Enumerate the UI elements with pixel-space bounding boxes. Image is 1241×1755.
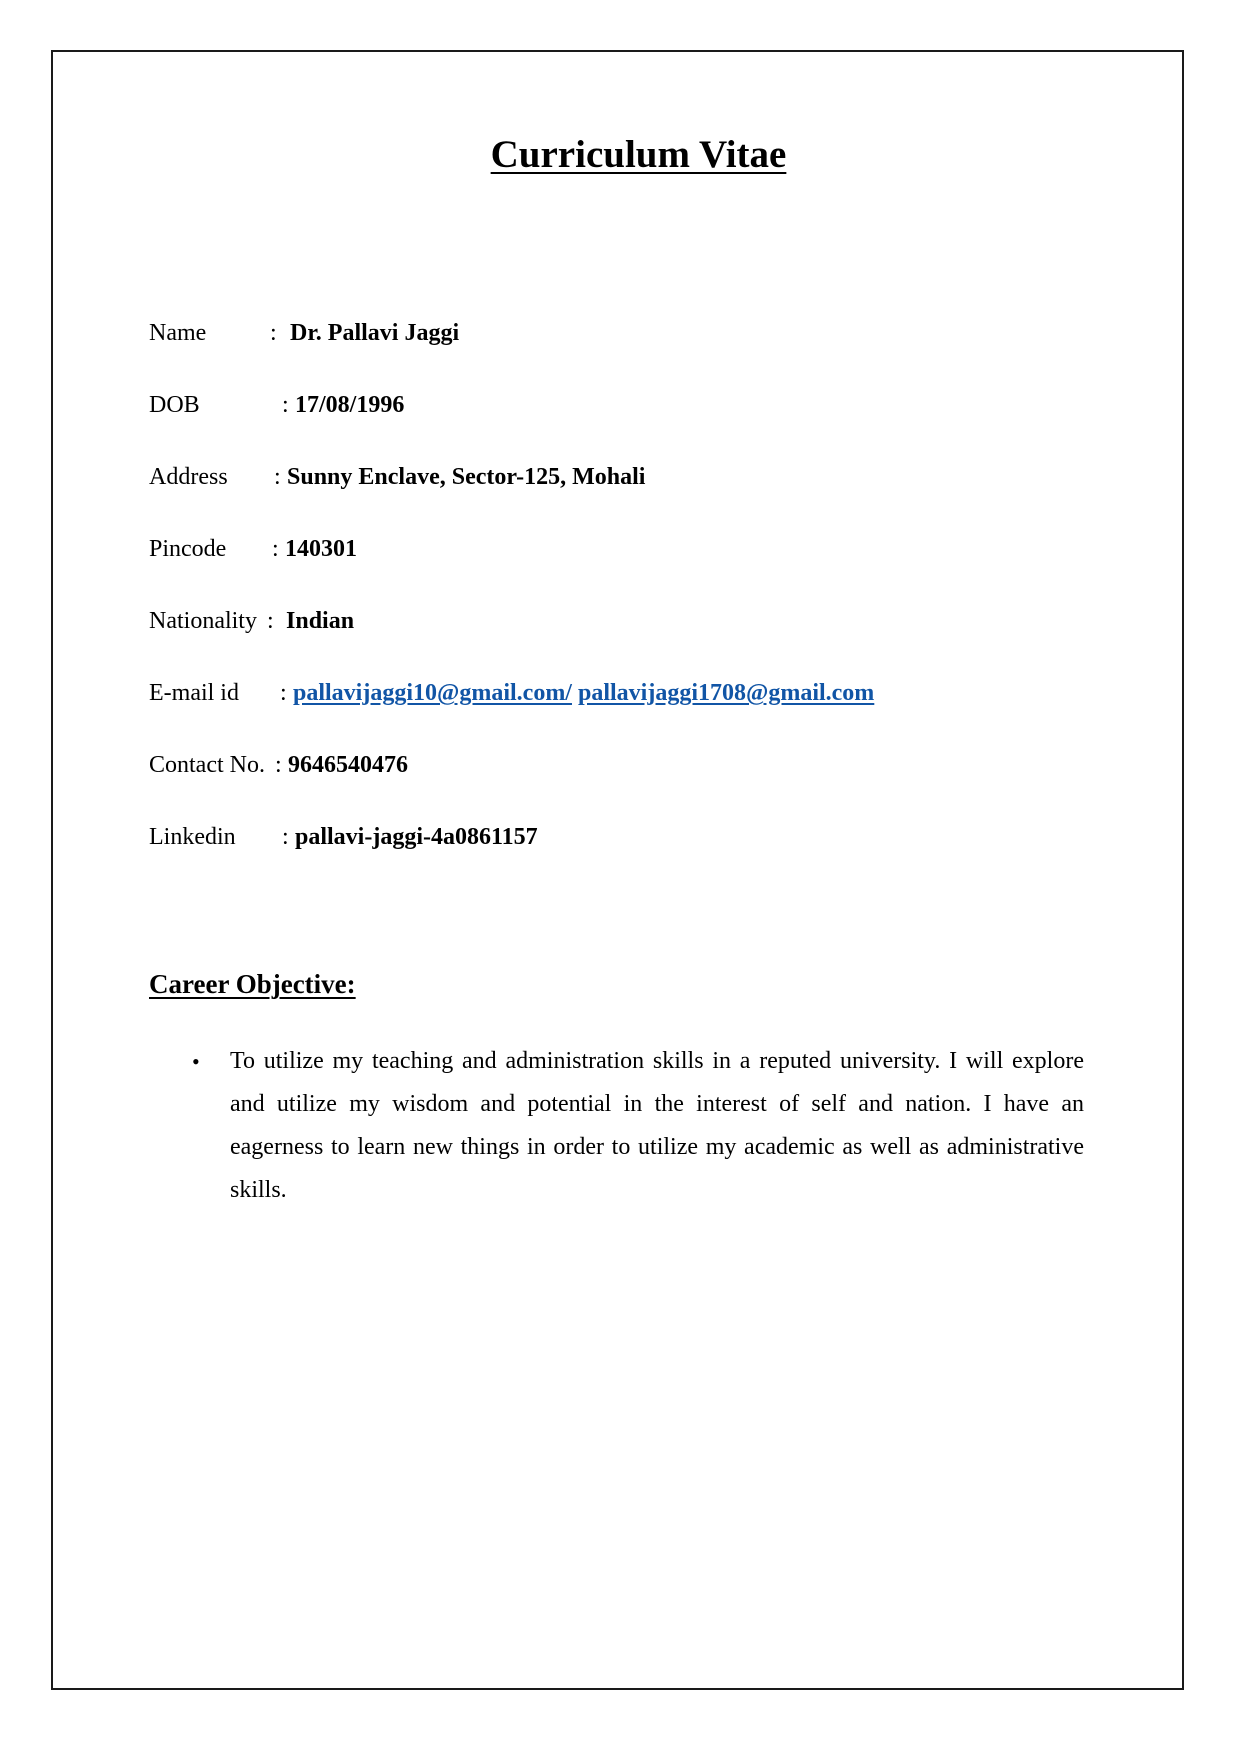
pincode-value: 140301 bbox=[285, 536, 357, 562]
career-objective-list bbox=[190, 1040, 1084, 1212]
info-row-contact bbox=[149, 750, 408, 780]
email-link-secondary[interactable]: pallavijaggi1708@gmail.com bbox=[577, 680, 875, 706]
dob-separator: : bbox=[282, 392, 289, 418]
info-row-dob bbox=[149, 390, 405, 420]
name-separator: : bbox=[270, 320, 277, 346]
page-border bbox=[51, 50, 1184, 1690]
linkedin-value: pallavi-jaggi-4a0861157 bbox=[295, 824, 538, 850]
pincode-label: Pincode bbox=[149, 536, 227, 562]
contact-separator: : bbox=[275, 752, 282, 778]
contact-value: 9646540476 bbox=[288, 752, 408, 778]
career-objective-heading: Career Objective: bbox=[149, 969, 356, 999]
bullet-icon: • bbox=[192, 1049, 200, 1074]
info-row-linkedin bbox=[149, 822, 538, 852]
email-separator: : bbox=[280, 680, 287, 706]
email-values bbox=[293, 678, 874, 708]
linkedin-label: Linkedin bbox=[149, 824, 236, 850]
list-item bbox=[190, 1040, 1084, 1212]
dob-value: 17/08/1996 bbox=[295, 392, 405, 418]
email-link-primary[interactable]: pallavijaggi10@gmail.com/ bbox=[293, 680, 572, 706]
career-objective-text: To utilize my teaching and administration skills in a reputed university. I will explore and utilize my wisdom and potential in the interest of self and nation. I have an eagerness to learn new things in order to utilize my academic as well as administrative skills. bbox=[230, 1048, 1084, 1203]
info-row-nationality bbox=[149, 606, 355, 636]
name-label: Name bbox=[149, 320, 207, 346]
info-row-pincode bbox=[149, 534, 357, 564]
address-separator: : bbox=[274, 464, 281, 490]
info-row-name bbox=[149, 318, 460, 348]
linkedin-separator: : bbox=[282, 824, 289, 850]
email-label: E-mail id bbox=[149, 680, 239, 706]
address-value: Sunny Enclave, Sector-125, Mohali bbox=[287, 464, 646, 490]
document-title: Curriculum Vitae bbox=[490, 133, 787, 176]
nationality-label: Nationality bbox=[149, 608, 257, 634]
dob-label: DOB bbox=[149, 392, 200, 418]
address-label: Address bbox=[149, 464, 228, 490]
info-row-email bbox=[149, 678, 875, 708]
nationality-value: Indian bbox=[286, 608, 355, 634]
info-row-address bbox=[149, 462, 646, 492]
name-value: Dr. Pallavi Jaggi bbox=[290, 320, 460, 346]
pincode-separator: : bbox=[272, 536, 279, 562]
contact-label: Contact No. bbox=[149, 752, 265, 778]
nationality-separator: : bbox=[267, 608, 274, 634]
